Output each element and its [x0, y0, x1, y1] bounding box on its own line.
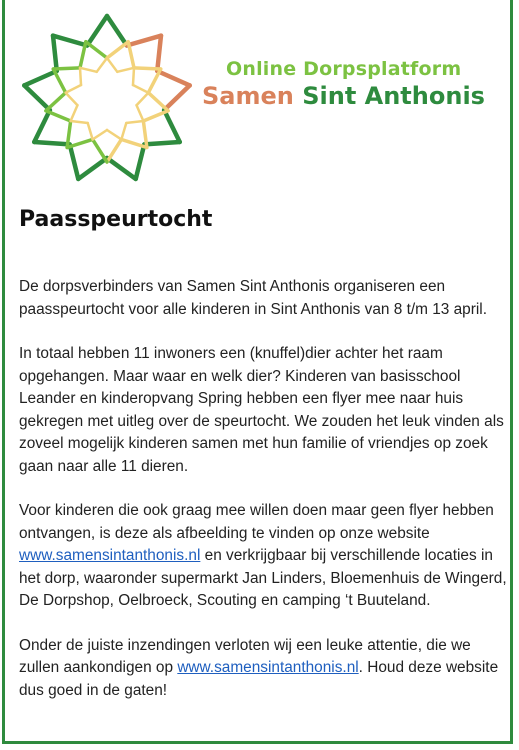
paragraph-details: In totaal hebben 11 inwoners een (knuffel)dier achter het raam opgehangen. Maar waar en welk dier? Kinderen van basisschool Leander en kinderopvang Spring hebben een flyer mee naar huis gekregen met uitleg over de speurtocht. We zouden het leuk vinden als zoveel mogelijk kinderen samen met hun familie of vriendjes op zoek gaan naar alle 11 dieren.	[19, 345, 504, 475]
website-link-2[interactable]: www.samensintanthonis.nl	[177, 659, 359, 676]
paragraph-prizes-text-2: . Houd deze website dus goed in de gaten!	[19, 659, 499, 699]
logo-star-stroke	[107, 158, 136, 179]
article-title: Paasspeurtocht	[19, 207, 213, 232]
logo-star-inner-stroke	[117, 68, 134, 72]
logo-star-inner-stroke	[66, 93, 78, 106]
logo-star-stroke	[164, 85, 190, 110]
logo-star-inner-stroke	[66, 85, 81, 93]
logo-star-stroke	[136, 144, 145, 179]
logo-star-stroke	[24, 85, 50, 110]
brand-part-sint-anthonis: Sint Anthonis	[302, 82, 485, 110]
logo-star-inner-stroke	[80, 68, 97, 72]
logo-star-inner-stroke	[148, 69, 160, 93]
logo-star-inner-stroke	[133, 68, 134, 85]
logo-star-stroke	[107, 16, 127, 45]
logo-star-stroke	[34, 110, 50, 142]
logo-star-inner-stroke	[107, 42, 128, 58]
star-logo-icon	[19, 12, 195, 188]
logo-star-inner-stroke	[107, 139, 121, 162]
logo-star-inner-stroke	[133, 85, 148, 93]
logo-star-inner-stroke	[137, 93, 149, 106]
paragraph-flyer-text-1: Voor kinderen die ook graag mee willen doen maar geen flyer hebben ontvangen, is deze als afbeelding te vinden op onze website	[19, 502, 494, 542]
logo-star-inner-stroke	[137, 105, 144, 121]
platform-tagline: Online Dorpsplatform	[226, 58, 462, 80]
paragraph-prizes	[19, 635, 513, 703]
logo-star-inner-stroke	[80, 68, 81, 85]
paragraph-flyer-text-2: en verkrijgbaar bij verschillende locaties in het dorp, waaronder supermarkt Jan Linders, Bloemenhuis de Wingerd, De Dorpshop, Oelbroeck, Scouting en camping ‘t Buuteland.	[19, 547, 507, 609]
logo-star-stroke	[87, 16, 107, 45]
logo-star-inner-stroke	[53, 68, 80, 69]
paragraph-flyer	[19, 500, 513, 613]
website-link[interactable]: www.samensintanthonis.nl	[19, 547, 201, 564]
brand-name	[202, 82, 485, 110]
logo-star-stroke	[70, 144, 79, 179]
logo-star-inner-stroke	[53, 69, 65, 93]
logo-star-stroke	[157, 71, 189, 85]
logo-star-inner-stroke	[107, 130, 121, 139]
logo-star-stroke	[53, 36, 87, 46]
logo-star-inner-stroke	[93, 139, 107, 162]
logo-star-stroke	[34, 142, 69, 144]
logo-star-inner-stroke	[93, 130, 107, 139]
paragraph-intro: De dorpsverbinders van Samen Sint Anthonis organiseren een paasspeurtocht voor alle kinderen in Sint Anthonis van 8 t/m 13 april.	[19, 278, 487, 318]
logo-star-stroke	[53, 36, 57, 71]
paragraph-prizes-text-1: Onder de juiste inzendingen verloten wij een leuke attentie, die we zullen aankondigen op	[19, 636, 471, 676]
logo-star-inner-stroke	[97, 58, 107, 72]
logo-star-stroke	[127, 36, 161, 46]
logo-star-inner-stroke	[71, 105, 78, 121]
logo-star-stroke	[157, 36, 161, 71]
logo-star-inner-stroke	[86, 42, 107, 58]
brand-part-samen: Samen	[202, 82, 294, 110]
logo-star-inner-stroke	[121, 123, 126, 139]
logo-star-inner-stroke	[46, 93, 66, 111]
logo-star-inner-stroke	[71, 121, 88, 123]
logo-star-stroke	[164, 110, 180, 142]
article-body	[19, 276, 513, 724]
logo-star-stroke	[24, 71, 56, 85]
logo-star-inner-stroke	[107, 58, 117, 72]
logo-star-inner-stroke	[46, 111, 71, 121]
logo-star-inner-stroke	[148, 93, 168, 111]
logo-star-inner-stroke	[134, 68, 161, 69]
flyer-frame	[2, 0, 513, 744]
logo-star-inner-stroke	[143, 111, 168, 121]
logo-star-stroke	[144, 142, 179, 144]
logo-star-inner-stroke	[126, 121, 143, 123]
logo-star-stroke	[78, 158, 107, 179]
logo-star-inner-stroke	[88, 123, 93, 139]
